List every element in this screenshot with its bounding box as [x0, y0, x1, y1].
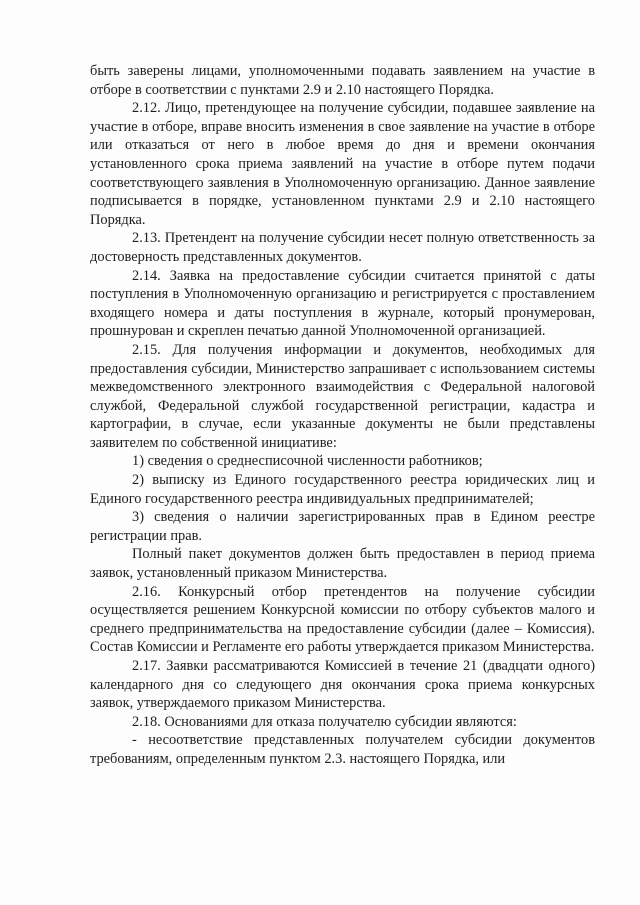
paragraph-2-18-item: - несоответствие представленных получателем субсидии документов требованиям, определенным пунктом 2.3. настоящего Порядка, или [90, 732, 595, 767]
list-item-1: 1) сведения о среднесписочной численности работников; [132, 453, 483, 470]
paragraph-full-package: Полный пакет документов должен быть предоставлен в период приема заявок, установленный приказом Министерства. [90, 546, 595, 582]
paragraph-continuation: быть заверены лицами, уполномоченными подавать заявлением на участие в отборе в соответствии с пунктами 2.9 и 2.10 настоящего Порядка. [90, 63, 595, 98]
paragraph-2-12: 2.12. Лицо, претендующее на получение субсидии, подавшее заявление на участие в отборе, вправе вносить изменения в свое заявление на участие в отборе или отказаться от него в любое время до дня и времени окончания установленного срока приема заявлений на участие в отборе путем подачи соответствующего заявления в Уполномоченную организацию. Данное заявление подписывается в порядке, установленном пунктами 2.9 и 2.10 настоящего Порядка. [90, 100, 595, 228]
paragraph-2-15: 2.15. Для получения информации и документов, необходимых для предоставления субсидии, Министерство запрашивает с использованием системы межведомственного электронного взаимодействия с Федеральной налоговой службой, Федеральной службой государственной регистрации, кадастра и картографии, в случае, если указанные документы не были представлены заявителем по собственной инициативе: [90, 341, 595, 451]
paragraph-2-16: 2.16. Конкурсный отбор претендентов на получение субсидии осуществляется решением Конкурсной комиссии по отбору субъектов малого и среднего предпринимательства на предоставление субсидии (далее – Комиссия). Состав Комиссии и Регламенте его работы утверждается приказом Министерства. [90, 583, 595, 656]
list-item-2: 2) выписку из Единого государственного реестра юридических лиц и Единого государственного реестра индивидуальных предпринимателей; [90, 472, 595, 507]
paragraph-2-13: 2.13. Претендент на получение субсидии несет полную ответственность за достоверность представленных документов. [90, 230, 595, 265]
paragraph-2-14: 2.14. Заявка на предоставление субсидии считается принятой с даты поступления в Уполномоченную организацию и регистрируется с проставлением входящего номера и даты поступления в журнале, который пронумерован, прошнурован и скреплен печатью данной Уполномоченной организацией. [90, 267, 595, 340]
list-item-3: 3) сведения о наличии зарегистрированных прав в Едином реестре регистрации прав. [90, 509, 595, 544]
paragraph-2-17: 2.17. Заявки рассматриваются Комиссией в течение 21 (двадцати одного) календарного дня со следующего дня окончания срока приема конкурсных заявок, утверждаемого приказом Министерства. [90, 658, 595, 712]
document-body [90, 62, 595, 769]
paragraph-2-18: 2.18. Основаниями для отказа получателю субсидии являются: [132, 713, 517, 730]
